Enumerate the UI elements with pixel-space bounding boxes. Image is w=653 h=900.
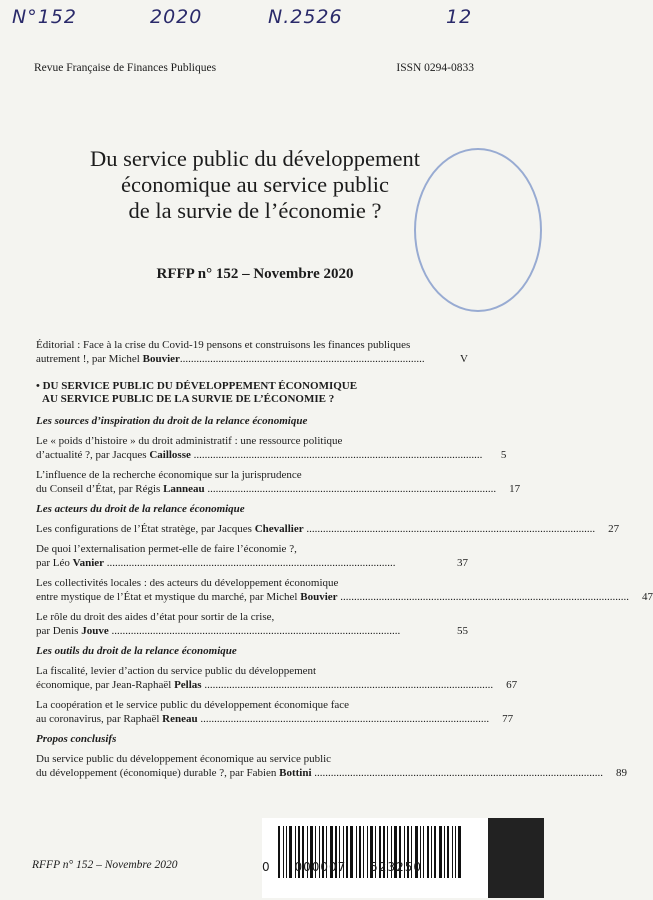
table-of-contents bbox=[36, 338, 653, 786]
entry-page: 55 bbox=[457, 625, 468, 637]
entry-line-2: entre mystique de l’État et mystique du marché, par Michel bbox=[36, 591, 301, 603]
entry-line-1: Les collectivités locales : des acteurs du développement économique bbox=[36, 577, 339, 589]
entry-line-2: Les configurations de l’État stratège, par Jacques bbox=[36, 523, 255, 535]
subsection-title: Les sources d’inspiration du droit de la relance économique bbox=[36, 415, 308, 427]
toc-entry: Du service public du développement économique au service public du développement (économique) durable ?, par Fabien Bottini ......................................................................................................... 89 bbox=[36, 753, 628, 779]
issn: ISSN 0294-0833 bbox=[396, 62, 474, 74]
handwritten-number: N.2526 bbox=[268, 6, 343, 28]
entry-line-2: d’actualité ?, par Jacques bbox=[36, 449, 150, 461]
entry-line-1: De quoi l’externalisation permet-elle de faire l’économie ?, bbox=[36, 543, 297, 555]
entry-author: Bottini bbox=[279, 767, 312, 779]
handwritten-mark: 12 bbox=[446, 6, 473, 28]
editorial-author: Bouvier bbox=[142, 353, 180, 365]
subsection-title: Propos conclusifs bbox=[36, 733, 117, 745]
handwritten-issue: N°152 bbox=[12, 6, 77, 28]
entry-line-2: du Conseil d’État, par Régis bbox=[36, 483, 164, 495]
entry-author: Pellas bbox=[174, 679, 202, 691]
entry-author: Jouve bbox=[81, 625, 109, 637]
entry-line-2: par Denis bbox=[36, 625, 82, 637]
main-section-heading: • DU SERVICE PUBLIC DU DÉVELOPPEMENT ÉCONOMIQUE AU SERVICE PUBLIC DE LA SURVIE DE L’ÉCONOMIE ? bbox=[36, 380, 358, 405]
toc-entry: Le « poids d’histoire » du droit administratif : une ressource politique d’actualité ?, par Jacques Caillosse ......................................................................................................... 5 bbox=[36, 435, 507, 461]
issue-label: RFFP n° 152 – Novembre 2020 bbox=[156, 266, 354, 282]
entry-page: 27 bbox=[608, 523, 620, 535]
title-line-2: économique au service public bbox=[120, 172, 390, 197]
toc-subsections bbox=[36, 414, 653, 780]
entry-page: 67 bbox=[506, 679, 518, 691]
entry-line-2: du développement (économique) durable ?, par Fabien bbox=[36, 767, 280, 779]
toc-entry: De quoi l’externalisation permet-elle de faire l’économie ?, par Léo Vanier ......................................................................................................... 37 bbox=[36, 543, 468, 569]
barcode-icon bbox=[262, 818, 494, 898]
title-line-1: Du service public du développement bbox=[90, 146, 420, 171]
entry-page: 89 bbox=[616, 767, 628, 779]
entry-line-1: Du service public du développement économique au service public bbox=[36, 753, 332, 765]
editorial-page: V bbox=[460, 353, 468, 365]
toc-entry: Les configurations de l’État stratège, par Jacques Chevallier ......................................................................................................... 27 bbox=[36, 523, 620, 535]
page-footer: RFFP n° 152 – Novembre 2020 bbox=[32, 859, 178, 871]
entry-page: 77 bbox=[502, 713, 514, 725]
toc-entry: La fiscalité, levier d’action du service public du développement économique, par Jean-Raphaël Pellas ......................................................................................................... 67 bbox=[36, 665, 518, 691]
entry-author: Vanier bbox=[72, 557, 105, 569]
toc-entry: Les collectivités locales : des acteurs du développement économique entre mystique de l’État et mystique du marché, par Michel Bouvier ......................................................................................................... 47 bbox=[36, 577, 653, 603]
entry-line-1: Le rôle du droit des aides d’état pour sortir de la crise, bbox=[36, 611, 275, 623]
entry-page: 17 bbox=[509, 483, 521, 495]
entry-page: 5 bbox=[500, 449, 507, 461]
entry-line-1: La coopération et le service public du développement économique face bbox=[36, 699, 350, 711]
entry-author: Chevallier bbox=[254, 523, 304, 535]
barcode-digits: 0 000007 523250 bbox=[262, 860, 422, 874]
entry-line-2: au coronavirus, par Raphaël bbox=[36, 713, 163, 725]
entry-page: 37 bbox=[457, 557, 468, 569]
entry-author: Lanneau bbox=[163, 483, 205, 495]
subsection-title: Les outils du droit de la relance économique bbox=[36, 645, 237, 657]
toc-entry: Le rôle du droit des aides d’état pour sortir de la crise, par Denis Jouve ......................................................................................................... 55 bbox=[36, 611, 468, 637]
toc-entry: L’influence de la recherche économique sur la jurisprudence du Conseil d’État, par Régis Lanneau ......................................................................................................... 17 bbox=[36, 469, 521, 495]
toc-entry: La coopération et le service public du développement économique face au coronavirus, par Raphaël Reneau ......................................................................................................... 77 bbox=[36, 699, 514, 725]
page-header bbox=[34, 62, 474, 74]
entry-line-2: économique, par Jean-Raphaël bbox=[36, 679, 175, 691]
editorial-text: Éditorial : Face à la crise du Covid-19 pensons et construisons les finances publiques autrement !, par Michel bbox=[36, 339, 411, 365]
title-line-3: de la survie de l’économie ? bbox=[128, 198, 382, 223]
entry-author: Bouvier bbox=[300, 591, 338, 603]
entry-author: Reneau bbox=[162, 713, 198, 725]
corner-pattern-icon bbox=[488, 818, 544, 898]
entry-line-1: Le « poids d’histoire » du droit administratif : une ressource politique bbox=[36, 435, 343, 447]
entry-line-1: La fiscalité, levier d’action du service public du développement bbox=[36, 665, 317, 677]
subsection-title: Les acteurs du droit de la relance économique bbox=[36, 503, 245, 515]
handwritten-year: 2020 bbox=[150, 6, 203, 28]
journal-name: Revue Française de Finances Publiques bbox=[34, 62, 217, 74]
entry-line-2: par Léo bbox=[36, 557, 73, 569]
toc-editorial: Éditorial : Face à la crise du Covid-19 pensons et construisons les finances publiques autrement !, par Michel Bouvier......................................................................................... V bbox=[36, 339, 468, 365]
page-title bbox=[20, 146, 490, 224]
entry-line-1: L’influence de la recherche économique sur la jurisprudence bbox=[36, 469, 302, 481]
entry-page: 47 bbox=[642, 591, 653, 603]
entry-author: Caillosse bbox=[149, 449, 191, 461]
